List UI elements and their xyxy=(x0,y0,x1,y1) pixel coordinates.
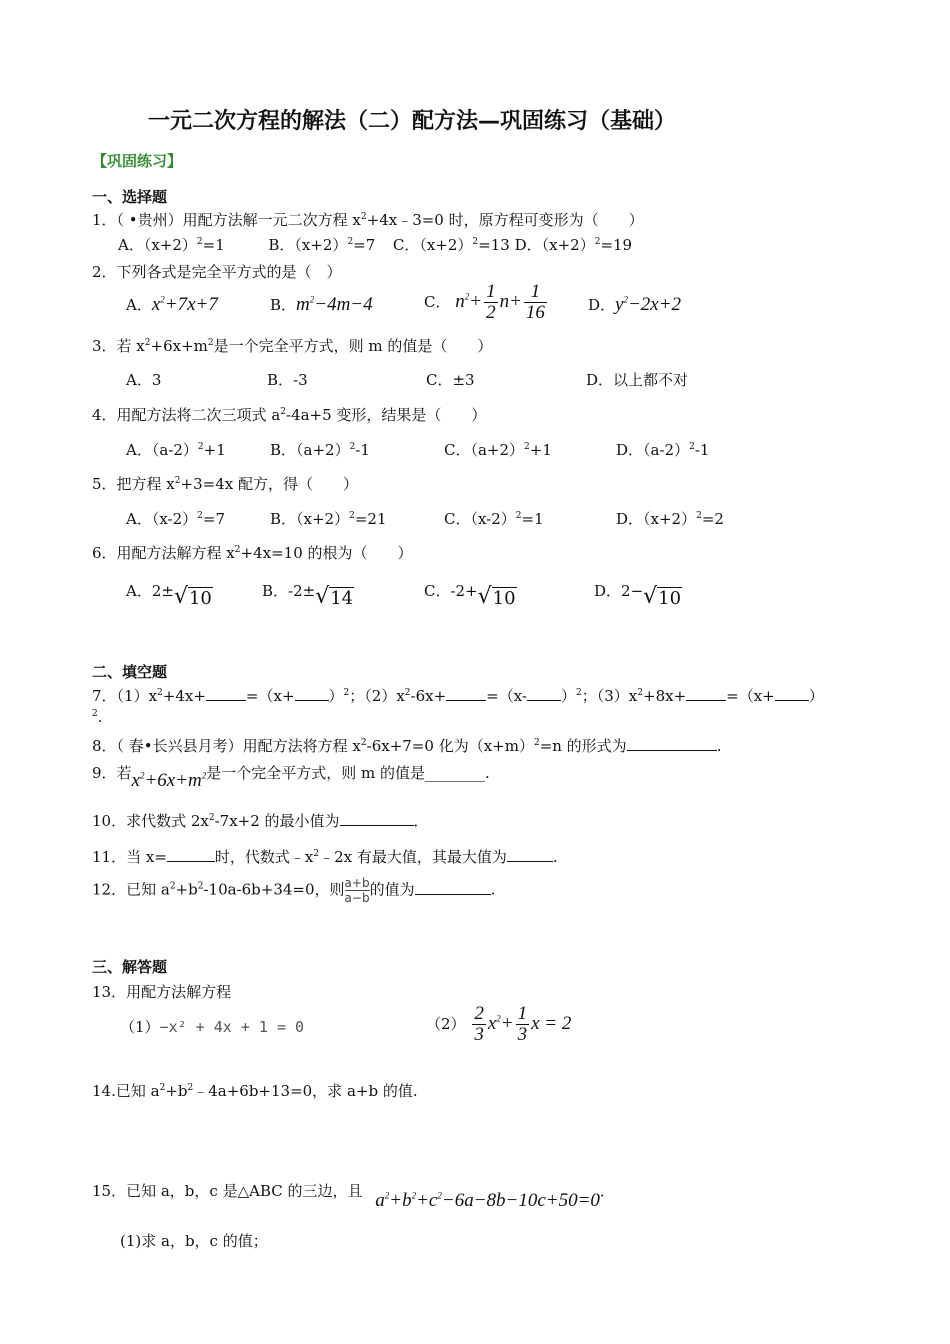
q3-option-d: D．以上都不对 xyxy=(586,371,689,389)
question-7: 7．$(1)x^2+4x+ =(x+ )^2$；$(2)x^2-6x+ =(x-$ ）$^2$；$(3)x^2+8x+ =(x+$ ） xyxy=(92,687,824,705)
q2-option-d: D．$y^2-2x+2$ xyxy=(588,294,682,315)
q6-option-c: C．-2+ √ 10 xyxy=(424,582,516,609)
section-choice: 一、选择题 xyxy=(92,188,168,206)
question-5: 5．把方程 $x^2+3=4x$ 配方，得（ ） xyxy=(92,475,358,493)
section-answer: 三、解答题 xyxy=(92,958,168,976)
q1-option-a: A．$(x+2)^2=1$ xyxy=(118,236,225,254)
q1-option-b: B．$(x+2)^2=7$ xyxy=(268,236,376,254)
q2-option-b: B．$m^2-4m-4$ xyxy=(270,294,373,315)
question-13: 13．用配方法解方程 xyxy=(92,983,232,1001)
q2-option-c: C． $n^2+$ $\frac{1}{2}$ n+ $\frac{1}{16}$ xyxy=(424,281,545,323)
q4-option-c: C．$(a+2)^2+1$ xyxy=(444,441,552,459)
question-6: 6．用配方法解方程 $x^2+4x=10$ 的根为（ ） xyxy=(92,544,413,562)
q5-option-c: C．$(x-2)^2=1$ xyxy=(444,510,544,528)
q4-option-d: D．$(a-2)^2-1$ xyxy=(616,441,710,459)
q4-option-a: A．$(a-2)^2+1$ xyxy=(126,441,226,459)
q2-option-a: A．$x^2+7x+7$ xyxy=(126,294,218,315)
question-14: 14.已知 $a^2+b^2﹣4a+6b+13=0$，求 a+b 的值. xyxy=(92,1082,418,1100)
q1-option-d: D．$(x+2)^2=19$ xyxy=(514,236,633,254)
question-11: 11．当 x= 时，代数式$﹣x^2﹣2x$ 有最大值，其最大值为 . xyxy=(92,848,558,866)
q1-option-c: C．$(x+2)^2=13$ xyxy=(392,236,510,254)
q3-option-c: C．±3 xyxy=(426,371,475,389)
practice-header: 【巩固练习】 xyxy=(92,152,183,170)
question-4: 4．用配方法将二次三项式 $a^2-4a+5$ 变形，结果是（ ） xyxy=(92,406,487,424)
question-8: 8．（ 春•长兴县月考）用配方法将方程 $x^2-6x+7=0$ 化为$(x+m)^2=n$ 的形式为 . xyxy=(92,737,722,755)
question-7-tail: $^2$. xyxy=(92,708,103,726)
section-fill: 二、填空题 xyxy=(92,663,168,681)
q6-option-d: D．2− √ 10 xyxy=(594,582,682,609)
q13-part-1: （1）−x² + 4x + 1 = 0 xyxy=(120,1018,305,1036)
q3-option-b: B．-3 xyxy=(267,371,308,389)
question-2: 2．下列各式是完全平方式的是（ ） xyxy=(92,263,342,281)
question-1-options xyxy=(118,234,632,255)
q6-option-b: B．-2± √ 14 xyxy=(262,582,354,609)
q5-option-a: A．$(x-2)^2=7$ xyxy=(126,510,225,528)
question-9: 9．若$x^2+6x+m^2$是一个完全平方式，则 m 的值是________. xyxy=(92,764,490,791)
q3-option-a: A．3 xyxy=(126,371,162,389)
q15-part-1: (1)求 a，b，c 的值； xyxy=(120,1232,268,1250)
q6-option-a: A．2± √ 10 xyxy=(126,582,212,609)
page-title: 一元二次方程的解法（二）配方法—巩固练习（基础） xyxy=(148,109,677,134)
q5-option-d: D．$(x+2)^2=2$ xyxy=(616,510,724,528)
q4-option-b: B．$(a+2)^2-1$ xyxy=(270,441,370,459)
question-12: 12．已知 $a^2+b^2-10a-6b+34=0$，则 $\frac{a+b}{a-b}$ 的值为 . xyxy=(92,876,496,905)
question-1: 1．（ •贵州）用配方法解一元二次方程 $x^2+4x﹣3=0$ 时，原方程可变形为（ ） xyxy=(92,211,644,229)
q13-part-2: （2） $\frac{2}{3}$ $x^2+$ $\frac{1}{3}$ x = 2 xyxy=(426,1003,572,1045)
q5-option-b: B．$(x+2)^2=21$ xyxy=(270,510,387,528)
question-10: 10．求代数式 $2x^2-7x+2$ 的最小值为 ． xyxy=(92,812,429,830)
question-3: 3．若 $x^2+6x+m^2$是一个完全平方式，则 m 的值是（ ） xyxy=(92,337,493,355)
question-15: 15．已知 a，b，c 是△ABC 的三边，且 $a^2+b^2+c^2-6a-8b-10c+50=0$． xyxy=(92,1182,615,1211)
